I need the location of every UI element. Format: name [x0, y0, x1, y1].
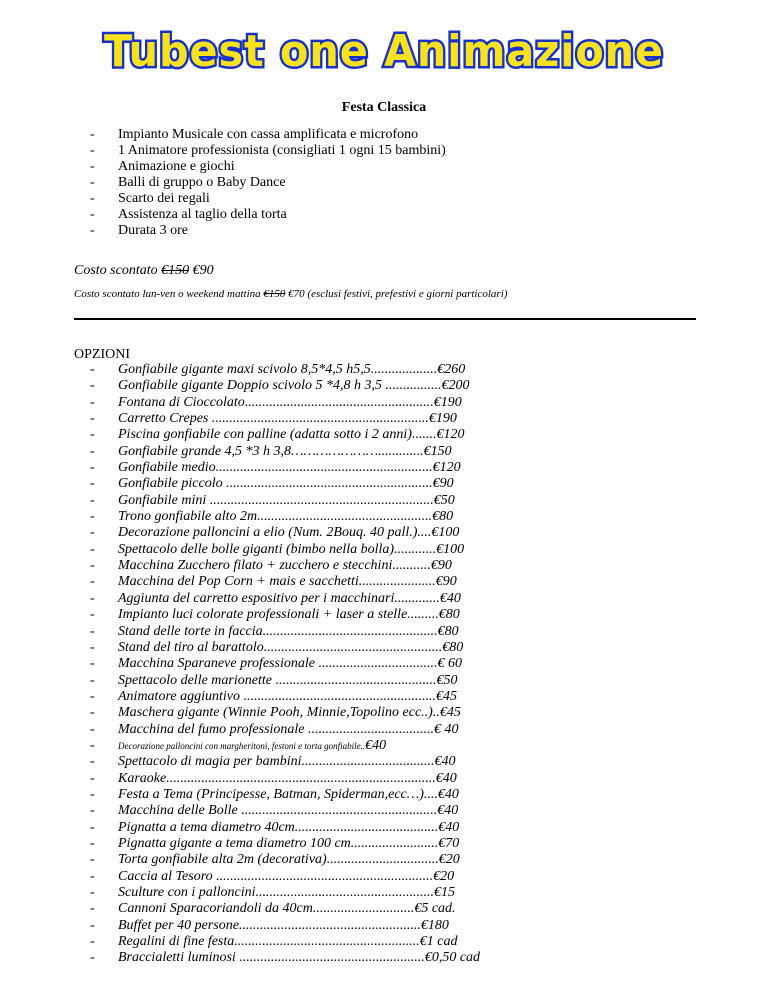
- option-item: - Macchina delle Bolle ........................................................€40: [90, 803, 480, 819]
- options-heading: OPZIONI: [74, 347, 130, 362]
- option-item: - Carretto Crepes ..............................................................€190: [90, 411, 480, 427]
- option-item: - Animatore aggiuntivo .......................................................€45: [90, 689, 480, 705]
- option-item: - Gonfiabile piccolo ...........................................................€90: [90, 476, 480, 492]
- option-item: - Aggiunta del carretto espositivo per i macchinari.............€40: [90, 591, 480, 607]
- cost-old-price: €150: [161, 263, 190, 278]
- weekday-old-price: €150: [263, 288, 286, 300]
- option-item: - Caccia al Tesoro ..............................................................€20: [90, 869, 480, 885]
- cost-label: Costo scontato: [74, 263, 158, 278]
- option-item: - Maschera gigante (Winnie Pooh, Minnie,Topolino ecc..)..€45: [90, 705, 480, 721]
- cost-new-price: €90: [192, 263, 214, 278]
- option-item: - Festa a Tema (Principesse, Batman, Spiderman,ecc…)....€40: [90, 787, 480, 803]
- weekday-new-price: €70 (esclusi festivi, prefestivi e giorni particolari): [288, 288, 508, 300]
- option-item: - Gonfiabile grande 4,5 *3 h 3,8………………….............€150: [90, 444, 480, 460]
- weekday-cost: [74, 288, 507, 300]
- option-item: - Gonfiabile medio..............................................................€120: [90, 460, 480, 476]
- page-title: Festa Classica: [341, 100, 427, 115]
- logo-wordmark: [100, 18, 668, 80]
- option-item: - Spettacolo di magia per bambini......................................€40: [90, 754, 480, 770]
- option-item: - Buffet per 40 persone....................................................€180: [90, 918, 480, 934]
- option-item: - Stand delle torte in faccia..................................................€80: [90, 624, 480, 640]
- discounted-cost: [74, 263, 214, 279]
- option-item-price: €40: [365, 737, 387, 753]
- list-item: - Impianto Musicale con cassa amplificata e microfono: [90, 127, 446, 143]
- option-item: - Regalini di fine festa.....................................................€1 cad: [90, 934, 480, 950]
- option-item: [90, 738, 480, 754]
- option-item: - Torta gonfiabile alta 2m (decorativa)................................€20: [90, 852, 480, 868]
- option-item: - Gonfiabile mini ................................................................€50: [90, 493, 480, 509]
- option-item: - Stand del tiro al barattolo...................................................€80: [90, 640, 480, 656]
- option-item: - Karaoke.............................................................................€40: [90, 771, 480, 787]
- list-item: - Balli di gruppo o Baby Dance: [90, 175, 446, 191]
- option-item: - Spettacolo delle bolle giganti (bimbo nella bolla)............€100: [90, 542, 480, 558]
- list-item: - 1 Animatore professionista (consigliati 1 ogni 15 bambini): [90, 143, 446, 159]
- option-item: - Macchina Sparaneve professionale ..................................€ 60: [90, 656, 480, 672]
- option-item: - Gonfiabile gigante maxi scivolo 8,5*4,5 h5,5...................€260: [90, 362, 480, 378]
- logo: [100, 18, 668, 80]
- option-item: - Decorazione palloncini a elio (Num. 2Bouq. 40 pall.)....€100: [90, 525, 480, 541]
- list-item: - Durata 3 ore: [90, 223, 446, 239]
- option-item: - Braccialetti luminosi .....................................................€0,50 cad: [90, 950, 480, 966]
- option-item: - Pignatta gigante a tema diametro 100 cm.........................€70: [90, 836, 480, 852]
- option-item: - Macchina del Pop Corn + mais e sacchetti......................€90: [90, 574, 480, 590]
- option-item: - Pignatta a tema diametro 40cm.........................................€40: [90, 820, 480, 836]
- divider: [74, 318, 696, 320]
- list-item: - Animazione e giochi: [90, 159, 446, 175]
- logo-text: Tubest one Animazione: [104, 26, 664, 77]
- list-item: - Scarto dei regali: [90, 191, 446, 207]
- option-item: - Trono gonfiabile alto 2m..................................................€80: [90, 509, 480, 525]
- option-item: - Piscina gonfiabile con palline (adatta sotto i 2 anni).......€120: [90, 427, 480, 443]
- weekday-cost-label: Costo scontato lun-ven o weekend mattina: [74, 288, 261, 300]
- option-item: - Sculture con i palloncini...................................................€15: [90, 885, 480, 901]
- option-item: - Fontana di Cioccolato......................................................€190: [90, 395, 480, 411]
- option-item: - Macchina del fumo professionale ....................................€ 40: [90, 722, 480, 738]
- features-list: [90, 127, 446, 239]
- option-item: - Impianto luci colorate professionali + laser a stelle.........€80: [90, 607, 480, 623]
- list-item: - Assistenza al taglio della torta: [90, 207, 446, 223]
- option-item-small-text: Decorazione palloncini con margheritoni, festoni e torta gonfiabile..: [118, 740, 366, 751]
- option-item: - Spettacolo delle marionette ..............................................€50: [90, 673, 480, 689]
- options-list: [90, 362, 480, 967]
- option-item: - Cannoni Sparacoriandoli da 40cm.............................€5 cad.: [90, 901, 480, 917]
- option-item: - Gonfiabile gigante Doppio scivolo 5 *4,8 h 3,5 ................€200: [90, 378, 480, 394]
- option-item: - Macchina Zucchero filato + zucchero e stecchini...........€90: [90, 558, 480, 574]
